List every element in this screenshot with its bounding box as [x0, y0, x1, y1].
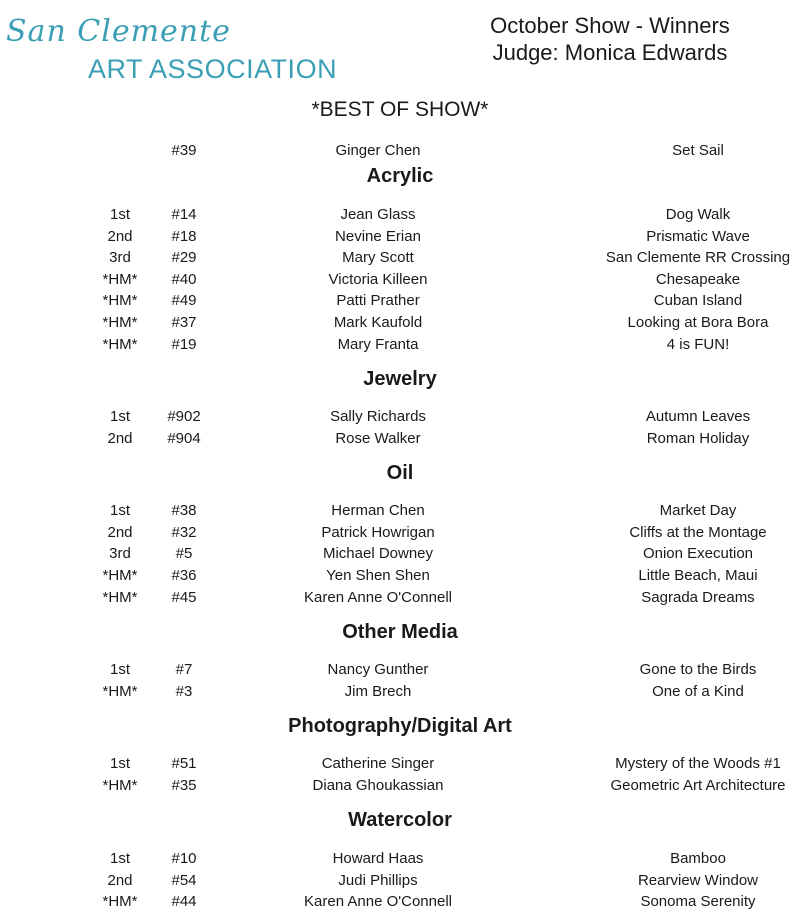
entry-number: #45: [171, 589, 197, 606]
artwork-title: Looking at Bora Bora: [627, 314, 769, 331]
entry-number: #37: [171, 314, 197, 331]
entry-number: #14: [171, 206, 197, 223]
artist-name: Jean Glass: [340, 206, 416, 223]
artist-name: Mary Scott: [342, 249, 414, 266]
entry-number: #19: [171, 336, 197, 353]
place: 1st: [109, 755, 130, 772]
place: 3rd: [109, 545, 131, 562]
artist-name: Howard Haas: [332, 850, 424, 867]
artist-name: Nancy Gunther: [327, 661, 429, 678]
place: 1st: [109, 850, 130, 867]
place: *HM*: [102, 683, 138, 700]
entry-number: #18: [171, 228, 197, 245]
artist-name: Patrick Howrigan: [321, 524, 435, 541]
artwork-title: Cliffs at the Montage: [629, 524, 767, 541]
artwork-title: Geometric Art Architecture: [610, 777, 786, 794]
place: 1st: [109, 408, 130, 425]
table-row: [0, 228, 800, 250]
artwork-title: 4 is FUN!: [666, 336, 730, 353]
table-row: [0, 430, 800, 452]
artwork-title: Rearview Window: [637, 872, 759, 889]
section-title-watercolor: Watercolor: [348, 809, 452, 831]
table-row: [0, 755, 800, 777]
table-row: [0, 271, 800, 293]
artist-name: Jim Brech: [344, 683, 412, 700]
table-row: [0, 872, 800, 894]
place: 2nd: [107, 430, 133, 447]
table-row: [0, 408, 800, 430]
table-row: [0, 850, 800, 872]
artist-name: Karen Anne O'Connell: [304, 589, 452, 606]
table-row: [0, 206, 800, 228]
section-title-other-media: Other Media: [342, 621, 458, 643]
place: *HM*: [102, 589, 138, 606]
association-logo: [4, 10, 338, 85]
artwork-title: Bamboo: [670, 850, 726, 867]
best-of-show-row: [0, 142, 800, 164]
section-title-photography-digital-art: Photography/Digital Art: [288, 715, 512, 737]
table-row: [0, 567, 800, 589]
entry-number: #10: [171, 850, 197, 867]
entry-number: #3: [175, 683, 193, 700]
artist-name: Catherine Singer: [321, 755, 435, 772]
section-title-oil: Oil: [386, 462, 414, 484]
place: 1st: [109, 502, 130, 519]
artwork-title: Cuban Island: [653, 292, 743, 309]
table-row: [0, 893, 800, 915]
artwork-title: Gone to the Birds: [639, 661, 757, 678]
artist-name: Rose Walker: [335, 430, 421, 447]
place: 3rd: [109, 249, 131, 266]
table-row: [0, 336, 800, 358]
best-of-show-title: *BEST OF SHOW*: [311, 98, 489, 121]
entry-number: #40: [171, 271, 197, 288]
section-title-acrylic: Acrylic: [366, 165, 434, 187]
artist-name: Diana Ghoukassian: [312, 777, 444, 794]
artist-name: Michael Downey: [322, 545, 434, 562]
artwork-title: Prismatic Wave: [646, 228, 750, 245]
artwork-title: Mystery of the Woods #1: [615, 755, 781, 772]
artwork-title: Roman Holiday: [646, 430, 750, 447]
artwork-title: Little Beach, Maui: [638, 567, 758, 584]
artwork-title: Market Day: [659, 502, 737, 519]
artist-name: Yen Shen Shen: [326, 567, 430, 584]
place: 2nd: [107, 524, 133, 541]
place: *HM*: [102, 893, 138, 910]
table-row: [0, 249, 800, 271]
entry-number: #35: [171, 777, 197, 794]
table-row: [0, 683, 800, 705]
entry-number: #51: [171, 755, 197, 772]
artwork-title: Chesapeake: [655, 271, 741, 288]
entry-number: #902: [167, 408, 201, 425]
artist-name: Herman Chen: [331, 502, 425, 519]
artwork-title: Autumn Leaves: [645, 408, 751, 425]
place: *HM*: [102, 567, 138, 584]
artwork-title: Set Sail: [672, 142, 724, 159]
entry-number: #54: [171, 872, 197, 889]
place: 1st: [109, 661, 130, 678]
artist-name: Judi Phillips: [338, 872, 418, 889]
place: 2nd: [107, 872, 133, 889]
entry-number: #29: [171, 249, 197, 266]
place: *HM*: [102, 336, 138, 353]
artwork-title: One of a Kind: [652, 683, 744, 700]
place: *HM*: [102, 292, 138, 309]
artwork-title: Dog Walk: [665, 206, 731, 223]
judge-line: Judge: Monica Edwards: [492, 40, 728, 65]
artist-name: Karen Anne O'Connell: [304, 893, 452, 910]
place: *HM*: [102, 271, 138, 288]
place: *HM*: [102, 777, 138, 794]
artwork-title: San Clemente RR Crossing: [605, 249, 791, 266]
table-row: [0, 502, 800, 524]
artist-name: Mary Franta: [337, 336, 419, 353]
entry-number: #5: [175, 545, 193, 562]
entry-number: #32: [171, 524, 197, 541]
artwork-title: Onion Execution: [642, 545, 754, 562]
table-row: [0, 524, 800, 546]
place: 1st: [109, 206, 130, 223]
place: 2nd: [107, 228, 133, 245]
entry-number: #38: [171, 502, 197, 519]
entry-number: #904: [167, 430, 201, 447]
artist-name: Ginger Chen: [335, 142, 421, 159]
entry-number: #36: [171, 567, 197, 584]
artwork-title: Sagrada Dreams: [641, 589, 755, 606]
artist-name: Sally Richards: [330, 408, 426, 425]
entry-number: #7: [175, 661, 193, 678]
logo-script: San Clemente: [6, 14, 231, 49]
entry-number: #39: [171, 142, 197, 159]
show-title: October Show - Winners: [490, 13, 730, 38]
artist-name: Mark Kaufold: [333, 314, 423, 331]
section-title-jewelry: Jewelry: [363, 368, 437, 390]
table-row: [0, 777, 800, 799]
entry-number: #44: [171, 893, 197, 910]
artist-name: Nevine Erian: [335, 228, 421, 245]
page-header: [440, 12, 780, 66]
table-row: [0, 545, 800, 567]
artist-name: Patti Prather: [336, 292, 420, 309]
logo-text: ART ASSOCIATION: [88, 54, 338, 84]
table-row: [0, 589, 800, 611]
table-row: [0, 292, 800, 314]
artist-name: Victoria Killeen: [328, 271, 428, 288]
table-row: [0, 314, 800, 336]
table-row: [0, 661, 800, 683]
artwork-title: Sonoma Serenity: [640, 893, 756, 910]
place: *HM*: [102, 314, 138, 331]
entry-number: #49: [171, 292, 197, 309]
